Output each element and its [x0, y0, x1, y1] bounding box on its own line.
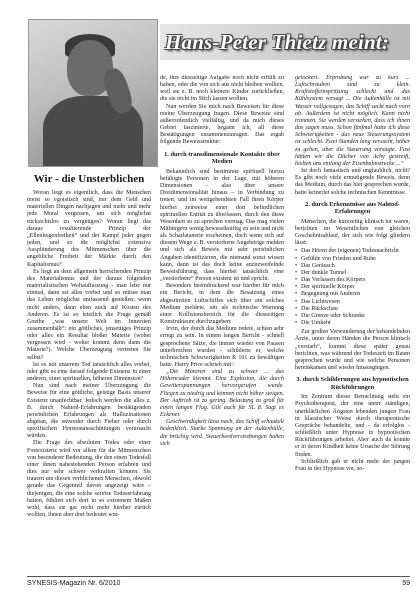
- paragraph: Es liegt an dem allgemein herrschenden Prinzip des Materialismus und der daraus folgenden materialistischen Weltauffassung - man lebe nur einmal, dann sei alles vorbei und so müsse man das Leben möglichst umfassend genießen; wenn nicht anders, dann eben auch auf Kosten des Anderen. Es ist so letztlich die Frage gemäß Goethe „was unsere Welt im Innersten zusammenhält“: ein göttliches, jenseitiges Prinzip oder alles ein Resultat bloßer Materie (wobei vergessen wird - woher kommt denn dann die Materie?). Welche Überzeugung vertreten Sie selbst?: [27, 268, 151, 361]
- paragraph: Ist doch fantastisch und unglaublich, nicht? Es gibt noch viele ermutigende Beweis, denn das Medium, durch das hier gesprochen wurde, hatte keinerlei solche technischen Kenntnisse.: [295, 168, 410, 196]
- page-footer: [27, 576, 410, 587]
- list-item: • Begegnung mit Anderen: [295, 291, 410, 298]
- paragraph: Schließlich gab er nicht mehr der jungen Frau in der Hypnose vor, so-: [295, 458, 410, 472]
- paragraph: Nun sind nach meiner Überzeugung die Beweise für eine göttliche, geistige Basis unserer Existenz unanfechtbar. Jedoch werden die alles z. B. durch Nahtod-Erfahrungen bestätigenden persönlichen Erfahrungen als Halluzinationen abgetan, die entweder durch Fieber oder durch spezifischen Hormonausschüttungen verursacht würden.: [27, 383, 151, 440]
- list-item: • Der spirituelle Körper: [295, 284, 410, 291]
- list-item: • Das Hören der (eigenen) Todesnachricht: [295, 248, 410, 255]
- section-heading-3: 3. durch Schilderungen aus hypnotischen Rückführungen: [296, 376, 409, 391]
- list-item: • Das Verlassen des Körpers: [295, 277, 410, 284]
- column-1: [27, 173, 151, 573]
- paragraph: Die Frage des absoluten Todes oder einer Fortexistenz wird vor allem für die Mitmenschen von besonderer Bedeutung, die den einen Todesfall einer ihnen nahestehenden Person erfahren und dies nur sehr schwer verkraften können. Sie trauern um diesen verblichenen Menschen, obwohl gerade das Gegenteil davon angezeigt wäre – diejenigen, die eine solche seriöse Todeserfahrung hatten, fühlten sich dort in so extremem Maßen wohl, dass sie gar nicht mehr hierher zurück wollten, ihnen aber dort bedeutet wur-: [27, 440, 151, 519]
- paragraph: Besonders beeindruckend war hierbei für mich ein Bericht, in dem die Besatzung eines abgestürzten Luftschiffes sich über ein solches Medium meldete, um als technische Warnung einer Kollisionsbereich für die diesseitigen Konstrukteure durchzugeben:: [160, 283, 284, 326]
- paragraph: Menschen, die kurzzeitig klinisch tot waren, berichten im Wesentlichen von gleichen Geschehnisablauf, der sich wie folgt gliedern lässt:: [295, 218, 410, 247]
- list-item: • Gefühle von Frieden und Ruhe: [295, 256, 410, 263]
- page-number: 59: [402, 580, 410, 587]
- list-item: • Die Umkehr: [295, 320, 410, 327]
- list-item: • Der dunkle Tunnel: [295, 270, 410, 277]
- author-photo: [28, 19, 158, 167]
- column-2: [160, 75, 284, 573]
- section-heading-1: 1. durch transdimensionale Kontakte über Medien: [164, 150, 280, 166]
- magazine-issue: SYNESIS-Magazin Nr. 6/2010: [27, 580, 121, 587]
- paragraph: Im Zentrum dieser Betrachtung steht ein Psychotherapeut, der eine unter ständigen, unerklärlichen Ängsten lebenden jungen Frau in klassischer Weise durch therapeutische Gespräche behandelte, und - da erfolglos - schließlich unter Hypnose in hypnotischen Rückführungen arbeitet. Aber auch da konnte er in deren Kindheit keine Ursache der Störung finden.: [295, 394, 410, 458]
- nde-stage-list: [295, 248, 410, 327]
- paragraph: Irvin, der durch das Medium redete, schien sehr erregt zu sein. In einem langen Bericht - schnell gesprochene Sätze, die immer wieder von Pausen unterbrochen wurden - schilderte er, welche technischen Schwierigkeiten R 101 zu bewältigen hatte. Harry Price schrieb mit:: [160, 326, 284, 368]
- column-title: Hans-Peter Thietz meint:: [165, 30, 390, 54]
- paragraph: Bekanntlich sind bestimmte spirituell hierzu befähigte Personen in der Lage, mit höheren Dimensionen – also über unsere Dreidimensionalität hinaus – in Verbindung zu treten, und im weitgehendsten Fall ihren Körper hierbei zeitweise einer dort befindlichen spirituellen Entität zu überlassen, durch den diese Wesenheit so zu sprechen vermag. Das mag vielen Mitbürgern wenig bewusstkräftig zu sein und nicht als Scharlatanerie erscheinen, doch wenn sich auf diesem Wege z. B. verstorbene Angehörige melden und sich als Beweis mit sehr persönlichen Angaben identifizieren, die niemand sonst wissen kann, dann ist das doch keine anzuzweifelnde Beweisführung, dass hierbei tatsächlich eine „verstorbene“ Person existent ist und spricht.: [160, 168, 284, 283]
- section-heading-2: 2. durch Erkenntnisse aus Nahtod-Erfahrungen: [305, 200, 400, 216]
- quote-paragraph: gelockert. Erprobung war zu kurz ... Luftschrauben sind zu klein. Kraftstoffeinspritzung schlecht und das Kühlsystem versagt ... Die Außenhülle ist mit Wasser vollgesogen, das Schiff sackt nach vorn ab. Außerdem ist nicht möglich. Kann nicht trimmen. Sie werden verstehen, dass ich ihnen das sagen muss. Schon fünfmal hatte ich diese Schwierigkeiten - das neue Steuerungssystem ist schlecht. Zwei Stunden lang versucht, höher zu gehen, aber die Steuerung versagte. Fast hätten wir die Dächer von Achy gestreift, hielten uns entlang der Eisenbahnstrecke ...“: [295, 75, 410, 167]
- list-item: • Das Lichtwesen: [295, 299, 410, 306]
- paragraph: Nun werden Sie mich nach Beweisen für diese meine Überzeugung fragen. Diese Beweise sind außerordentlich vielfältig, und da mich dieses Gebiet faszinierte, begann ich, all diese Bestätigungen zusammenzutragen. Das ergab folgende Beweisstruktur:: [160, 103, 284, 146]
- article-title: Wir - die Unsterblichen: [33, 173, 145, 185]
- paragraph: Woran liegt es eigentlich, dass die Menschen meist so egoistisch sind, nur dem Geld und materiellen Dingen nachjagen und mehr und mehr jede Moral vergessen, um sich möglichst rücksichtslos zu vergnügen? Woran liegt das daraus resultierende Prinzip der „Ellenbogenfreiheit“ und der Kampf jeder gegen jeden, und so die möglichst extensive Ausplünderung des Mitmenschen über die angebliche Freiheit der Märkte durch den Kapitalismus?: [27, 190, 151, 268]
- quote-paragraph: „Die Motoren sind zu schwer ... das Höhenruder klemmt. Eine Explosion, die durch Gewitterspannungen hervorgerufen wurde. Fliegen zu niedrig und können nicht höher steigen. Der Auftrieb ist zu gering. Belastung zu groß für einen langen Flug. Gilt auch für SL 8. Sagt es Eckener.: [160, 369, 284, 419]
- paragraph: Ist es mit unserem Tod tatsächlich alles vorbei, oder gibt es eine darauf folgende Existenz in einer anderen, einer spirituellen, höheren Dimension?: [27, 361, 151, 383]
- paragraph: Zur großen Verwunderung der behandelnden Ärzte, unter deren Händen die Person klinisch „verstarb“, kommt diese später genau berichten, was während der Todeszeit im Raum gesprochen wurde und wie welche Personen hereinkamen und wieder hinausgingen.: [295, 329, 410, 371]
- paragraph: de, ihre diesseitige Aufgabe noch nicht erfüllt zu haben, oder die von sich aus nicht bleiben wollten, weil sie z. B. noch kleinere Kinder zurückließen, die sie nicht im Stich lassen wollten.: [160, 75, 284, 103]
- column-3: [295, 75, 410, 573]
- list-item: • Die Rückschau: [295, 306, 410, 313]
- list-item: • Das Geräusch: [295, 263, 410, 270]
- quote-paragraph: Geschwindigkeit lässt nach, das Schiff schaukelt bedenklich. Starke Spannung an der Außenhülle, die brüchig wird. Steuerbordverstrebungen haben sich: [160, 419, 284, 447]
- list-item: • Die Grenze oder Schranke: [295, 313, 410, 320]
